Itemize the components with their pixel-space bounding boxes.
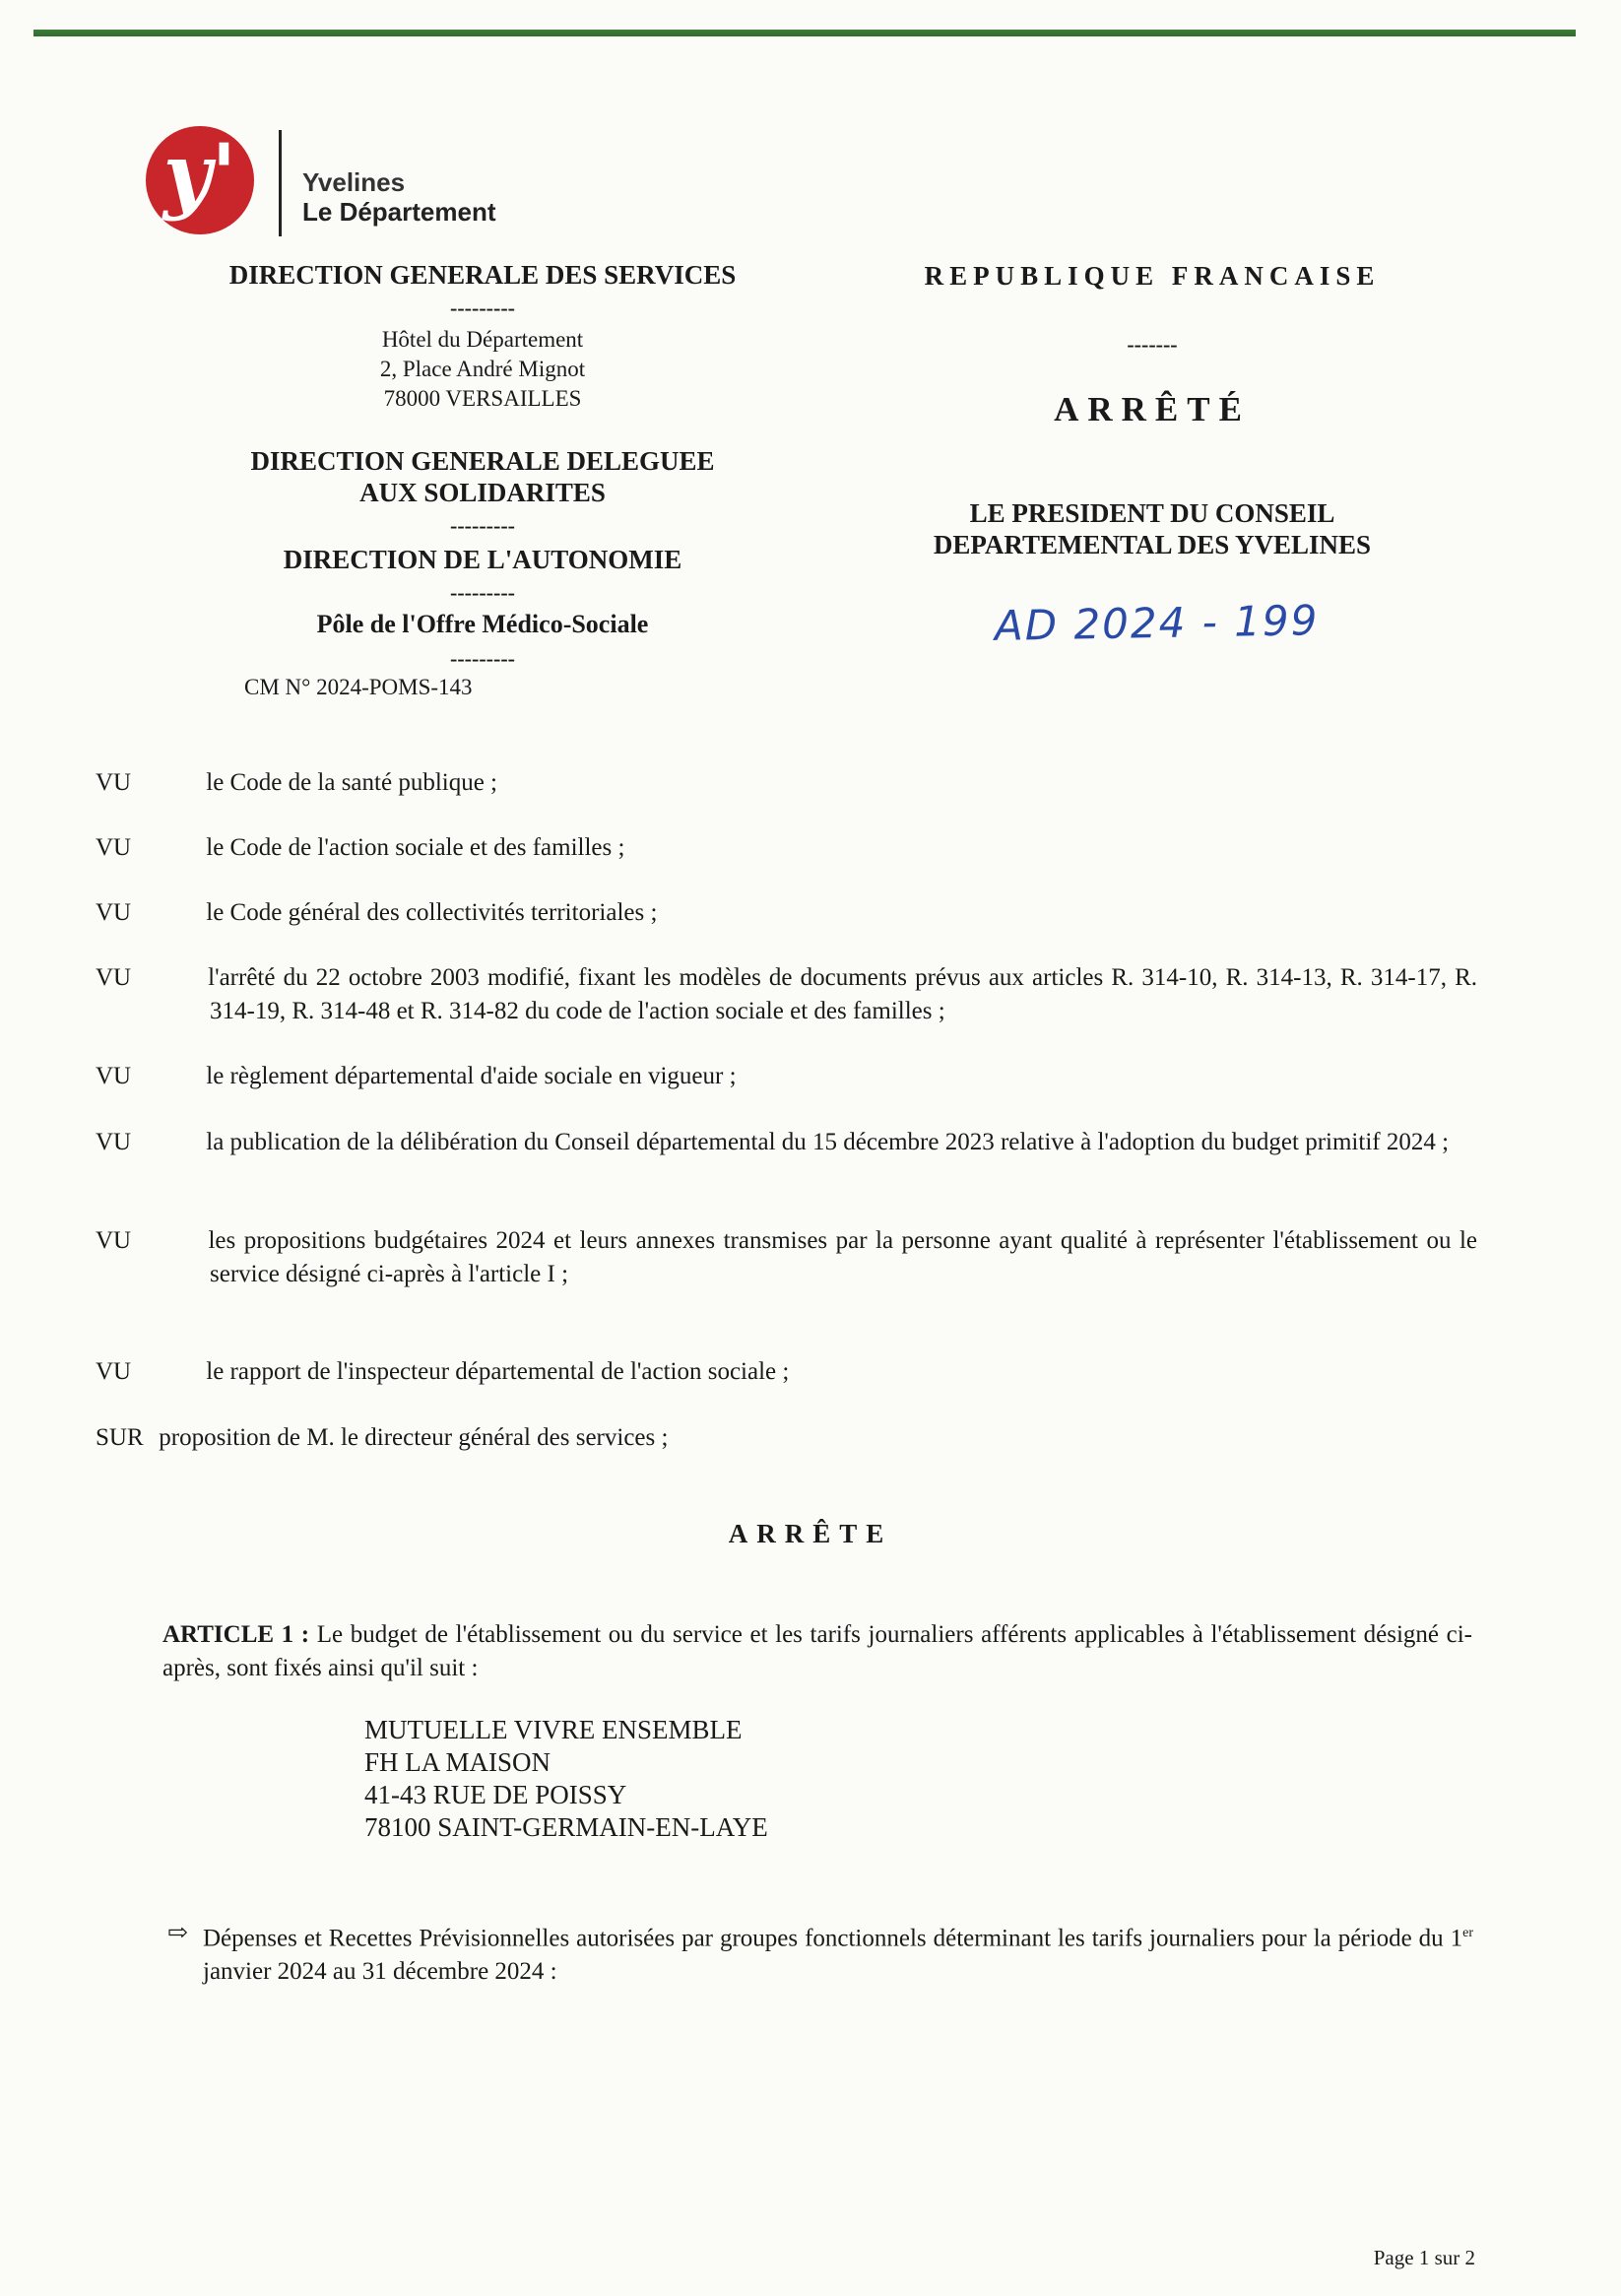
logo-divider [279,130,282,236]
president-conseil [876,497,1428,560]
arrete-heading: ARRÊTE [728,1519,893,1548]
logo-wordmark [302,167,496,227]
cm-reference: CM N° 2024-POMS-143 [244,675,473,699]
dg-deleguee-line2: AUX SOLIDARITES [359,478,606,507]
page-number: Page 1 sur 2 [1373,2246,1475,2269]
separator: --------- [450,295,515,320]
pole-offre: Pôle de l'Offre Médico-Sociale [316,610,649,638]
visa-item [96,831,1477,865]
visa-item [96,1126,1477,1159]
direction-autonomie: DIRECTION DE L'AUTONOMIE [283,545,682,574]
visa-item [96,1355,1477,1389]
visa-key: VU [96,899,132,926]
visa-key: VU [96,964,132,991]
establishment-line: 41-43 RUE DE POISSY [364,1780,627,1809]
article-1-label: ARTICLE 1 : [162,1621,310,1648]
top-green-rule [33,30,1576,36]
direction-generale-deleguee [177,445,788,508]
visa-item [96,766,1477,800]
visa-item [96,1224,1477,1291]
separator: --------- [450,513,515,538]
dg-deleguee-line1: DIRECTION GENERALE DELEGUEE [250,446,715,476]
logo-line1: Yvelines [302,167,406,197]
superscript-er: er [1462,1926,1473,1940]
visa-text: le Code de l'action sociale et des familles ; [206,834,625,861]
separator: ------- [1127,332,1178,357]
visa-text: la publication de la délibération du Conseil départemental du 15 décembre 2023 relative à l'adoption du budget primitif 2024 ; [206,1129,1450,1155]
establishment-line: FH LA MAISON [364,1747,551,1777]
establishment-line: 78100 SAINT-GERMAIN-EN-LAYE [364,1812,768,1842]
visa-item [96,961,1478,1028]
visa-item [96,896,1477,930]
handwritten-reference: AD 2024 - 199 [994,596,1320,650]
visa-text: les propositions budgétaires 2024 et leurs annexes transmises par la personne ayant qualité à représenter l'établissement ou le service désigné ci-après à l'article I ; [208,1227,1477,1287]
arrete-title: ARRÊTÉ [1054,390,1251,428]
article-1 [162,1618,1472,1685]
separator: --------- [450,580,515,605]
arrow-icon: ⇨ [167,1920,188,1946]
address-line: Hôtel du Département [381,327,584,352]
budget-period-paragraph [203,1917,1473,1989]
budget-text-part2: janvier 2024 au 31 décembre 2024 : [203,1958,557,1986]
visa-key: VU [96,1358,132,1385]
logo-line2: Le Département [302,197,496,227]
address-line: 78000 VERSAILLES [383,386,582,411]
visa-text: le Code général des collectivités territoriales ; [206,899,658,926]
president-line1: LE PRESIDENT DU CONSEIL [969,498,1335,528]
visa-item: SUR proposition de M. le directeur général des services ; [96,1424,669,1451]
direction-generale-services: DIRECTION GENERALE DES SERVICES [228,260,737,290]
address-block [177,325,788,414]
visa-key: VU [96,834,132,861]
visa-text: le règlement départemental d'aide sociale en vigueur ; [206,1063,737,1089]
visa-key: VU [96,1063,132,1089]
president-line2: DEPARTEMENTAL DES YVELINES [933,530,1372,559]
visa-key: VU [96,769,132,796]
visa-text: le rapport de l'inspecteur départemental de l'action sociale ; [206,1358,790,1385]
visa-item [96,1060,1477,1093]
visa-text: le Code de la santé publique ; [206,769,498,796]
address-line: 2, Place André Mignot [379,357,586,381]
visa-key: VU [96,1227,132,1254]
article-1-text: Le budget de l'établissement ou du service et les tarifs journaliers afférents applicables à l'établissement désigné ci-après, sont fixés ainsi qu'il suit : [162,1621,1473,1681]
visa-key: VU [96,1129,132,1155]
establishment-line: MUTUELLE VIVRE ENSEMBLE [364,1715,743,1744]
separator: --------- [450,646,515,671]
establishment-block [364,1714,768,1844]
republique-francaise: REPUBLIQUE FRANCAISE [924,261,1381,291]
visa-text: proposition de M. le directeur général des services ; [159,1424,669,1451]
yvelines-logo-icon: y' [146,126,254,234]
budget-text-part1: Dépenses et Recettes Prévisionnelles autorisées par groupes fonctionnels déterminant les tarifs journaliers pour la période du 1 [203,1925,1463,1952]
visa-text: l'arrêté du 22 octobre 2003 modifié, fixant les modèles de documents prévus aux articles R. 314-10, R. 314-13, R. 314-17, R. 314-19, R. 314-48 et R. 314-82 du code de l'action sociale et des familles ; [208,964,1478,1024]
